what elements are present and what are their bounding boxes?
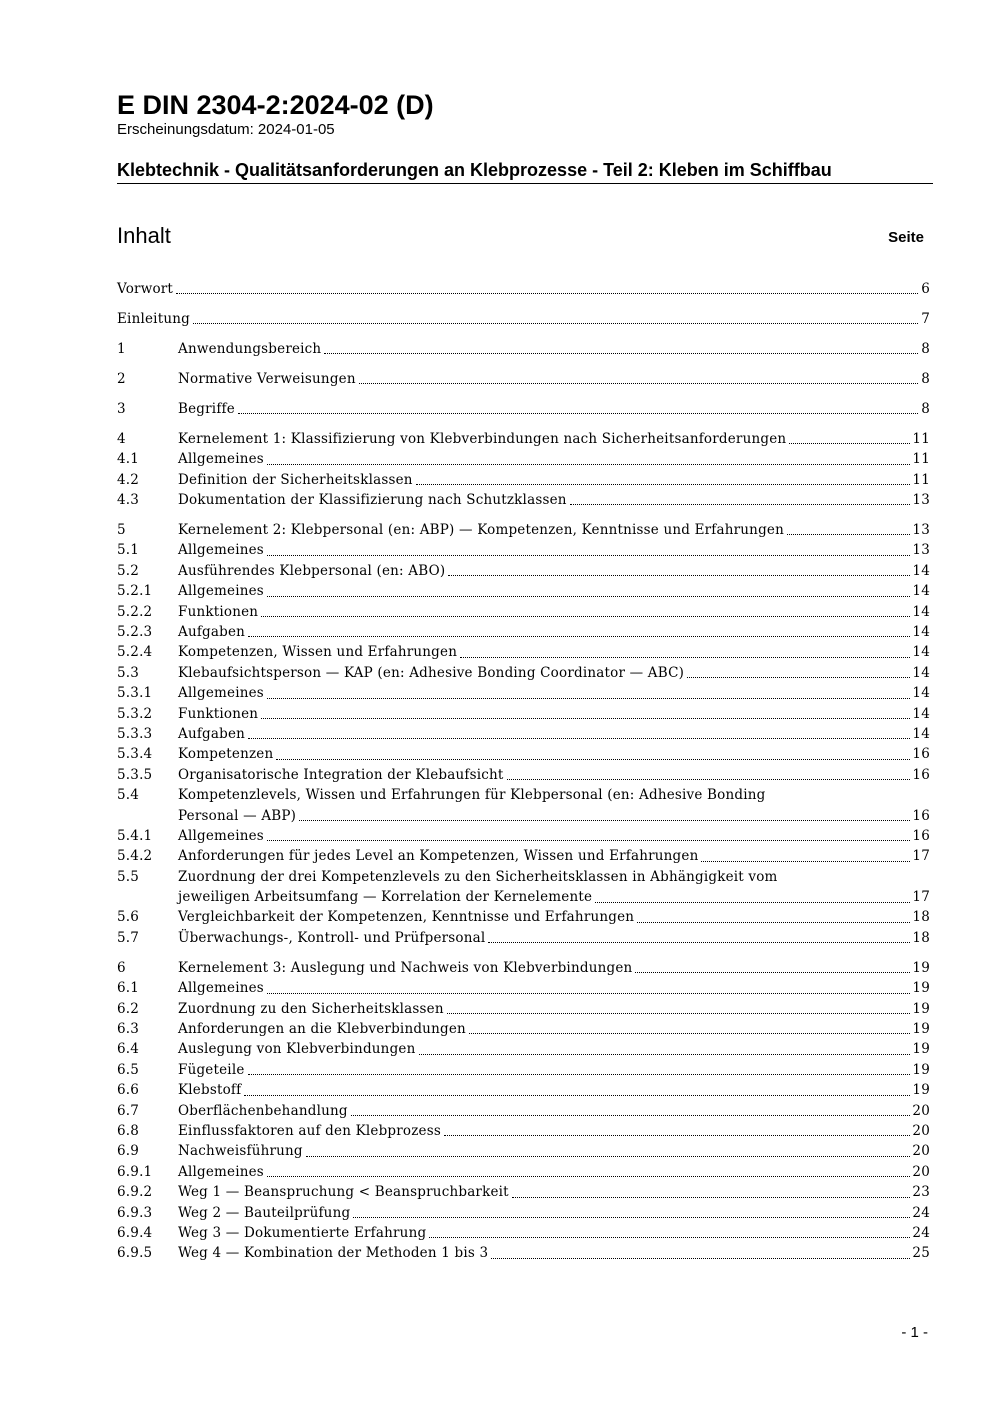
toc-entry-6-5[interactable] [117,1060,930,1080]
toc-entry-5-5[interactable] [117,867,930,908]
toc-title: Allgemeines [178,542,264,559]
toc-title: Überwachungs-, Kontroll- und Prüfpersonal [178,929,486,946]
toc-page: 16 [912,766,930,783]
toc-title: Kernelement 2: Klebpersonal (en: ABP) — Kompetenzen, Kenntnisse und Erfahrungen [178,522,784,539]
toc-page: 17 [912,848,930,865]
toc-page: 19 [912,1082,930,1099]
leader-dots [193,323,918,324]
toc-title: Weg 3 — Dokumentierte Erfahrung [178,1224,427,1241]
toc-number: 5.6 [117,909,140,926]
toc-number: 6.9 [117,1143,140,1160]
toc-entry-6-8[interactable] [117,1121,930,1141]
toc-page: 16 [912,746,930,763]
toc-entry-6-9[interactable] [117,1141,930,1161]
toc-entry-6-6[interactable] [117,1080,930,1100]
publication-date: Erscheinungsdatum: 2024-01-05 [117,121,335,138]
leader-dots [248,738,910,739]
toc-title: Anforderungen an die Klebverbindungen [178,1021,466,1038]
toc-page: 6 [921,280,930,297]
leader-dots [248,636,910,637]
toc-title: Nachweisführung [178,1143,303,1160]
toc-page: 14 [912,603,930,620]
toc-page: 19 [912,1041,930,1058]
toc-title-line-2: jeweiligen Arbeitsumfang — Korrelation der Kernelemente [178,889,593,906]
toc-number: 6.9.4 [117,1224,153,1241]
leader-dots [635,972,910,973]
toc-page: 13 [912,522,930,539]
toc-title: Klebstoff [178,1082,242,1099]
toc-entry-6-7[interactable] [117,1101,930,1121]
toc-title: Auslegung von Klebverbindungen [178,1041,416,1058]
toc-title: Weg 4 — Kombination der Methoden 1 bis 3 [178,1245,489,1262]
leader-dots [267,840,910,841]
toc-entry-1[interactable] [117,339,930,359]
toc-title: Kernelement 3: Auslegung und Nachweis von Klebverbindungen [178,959,633,976]
toc-page: 13 [912,492,930,509]
toc-number: 3 [117,400,126,417]
toc-entry-6-2[interactable] [117,999,930,1019]
toc-title: Oberflächenbehandlung [178,1102,348,1119]
toc-entry-5-3-3[interactable] [117,724,930,744]
toc-title: Weg 2 — Bauteilprüfung [178,1204,351,1221]
toc-number: 6.9.2 [117,1184,153,1201]
leader-dots [324,353,918,354]
leader-dots [507,779,911,780]
toc-page: 8 [921,370,930,387]
document-title: Klebtechnik - Qualitätsanforderungen an Klebprozesse - Teil 2: Kleben im Schiffbau [117,158,933,184]
toc-page: 23 [912,1184,930,1201]
leader-dots [276,759,910,760]
toc-page: 14 [912,725,930,742]
toc-title: Funktionen [178,603,259,620]
toc-entry-6-9-3[interactable] [117,1203,930,1223]
toc-title: Einleitung [117,310,190,327]
leader-dots [267,698,910,699]
leader-dots [248,1074,911,1075]
toc-title: Funktionen [178,705,259,722]
leader-dots [460,657,910,658]
toc-number: 5.3.5 [117,766,153,783]
leader-dots [261,616,910,617]
leader-dots [491,1258,910,1259]
toc-entry-6-9-2[interactable] [117,1182,930,1202]
toc-number: 5.3 [117,664,140,681]
leader-dots [267,555,910,556]
toc-page: 7 [921,310,930,327]
toc-number: 6.6 [117,1082,140,1099]
toc-page: 8 [921,400,930,417]
toc-entry-5-3-2[interactable] [117,704,930,724]
toc-number: 6.9.5 [117,1245,153,1262]
toc-number: 5.3.4 [117,746,153,763]
toc-entry-5-3-5[interactable] [117,765,930,785]
toc-title: Vorwort [117,280,174,297]
toc-number: 4 [117,430,126,447]
toc-page: 14 [912,664,930,681]
toc-page: 14 [912,644,930,661]
toc-number: 5.3.3 [117,725,153,742]
toc-number: 6.2 [117,1000,140,1017]
toc-entry-6-3[interactable] [117,1019,930,1039]
toc-page: 19 [912,1061,930,1078]
leader-dots [447,1013,911,1014]
toc-entry-5-4-1[interactable] [117,826,930,846]
leader-dots [416,484,911,485]
leader-dots [469,1033,911,1034]
toc-title: Anforderungen für jedes Level an Kompetenzen, Wissen und Erfahrungen [178,848,699,865]
toc-entry-5-2-4[interactable] [117,642,930,662]
toc-page: 25 [912,1245,930,1262]
toc-entry-5-6[interactable] [117,908,930,928]
leader-dots [595,902,910,903]
toc-page: 14 [912,583,930,600]
toc-page: 11 [912,451,930,468]
leader-dots [512,1197,911,1198]
toc-page: 11 [912,471,930,488]
toc-number: 6.4 [117,1041,140,1058]
toc-number: 5 [117,522,126,539]
leader-dots [429,1237,910,1238]
toc-number: 5.4.2 [117,848,153,865]
toc-title: Dokumentation der Klassifizierung nach Schutzklassen [178,492,567,509]
toc-entry-6-9-1[interactable] [117,1162,930,1182]
toc-title: Aufgaben [178,725,246,742]
toc-title: Definition der Sicherheitsklassen [178,471,413,488]
toc-entry-2[interactable] [117,369,930,389]
toc-page: 18 [912,929,930,946]
toc-page: 16 [912,807,930,824]
leader-dots [444,1135,910,1136]
toc-number: 5.2.3 [117,624,153,641]
toc-entry-5-2-2[interactable] [117,602,930,622]
toc-number: 6.1 [117,980,140,997]
leader-dots [306,1156,911,1157]
toc-title: Fügeteile [178,1061,245,1078]
leader-dots [238,413,918,414]
toc-title: Klebaufsichtsperson — KAP (en: Adhesive Bonding Coordinator — ABC) [178,664,685,681]
toc-number: 6.8 [117,1122,140,1139]
toc-title: Zuordnung zu den Sicherheitsklassen [178,1000,444,1017]
toc-entry-5-4-2[interactable] [117,846,930,866]
toc-title: Anwendungsbereich [178,340,322,357]
toc-page: 13 [912,542,930,559]
toc-entry-einleitung[interactable] [117,309,930,329]
leader-dots [570,504,911,505]
toc-title-line-1: Zuordnung der drei Kompetenzlevels zu den Sicherheitsklassen in Abhängigkeit vom [178,868,778,885]
leader-dots [244,1095,910,1096]
toc-number: 5.4.1 [117,827,153,844]
toc-number: 5.7 [117,929,140,946]
leader-dots [787,534,910,535]
toc-entry-5-7[interactable] [117,928,930,948]
toc-title: Weg 1 — Beanspruchung < Beanspruchbarkeit [178,1184,509,1201]
toc-title-line-1: Kompetenzlevels, Wissen und Erfahrungen für Klebpersonal (en: Adhesive Bonding [178,787,766,804]
toc-title: Aufgaben [178,624,246,641]
toc-number: 4.3 [117,492,140,509]
toc-number: 6.7 [117,1102,140,1119]
toc-number: 2 [117,370,126,387]
toc-number: 1 [117,340,126,357]
toc-entry-6-4[interactable] [117,1039,930,1059]
toc-entry-6-1[interactable] [117,978,930,998]
toc-number: 6 [117,959,126,976]
toc-page: 18 [912,909,930,926]
toc-number: 4.2 [117,471,140,488]
toc-page: 14 [912,685,930,702]
toc-page: 20 [912,1163,930,1180]
toc-number: 6.9.3 [117,1204,153,1221]
toc-entry-4-2[interactable] [117,470,930,490]
toc-entry-vorwort[interactable] [117,279,930,299]
toc-page: 19 [912,959,930,976]
toc-entry-5-2-1[interactable] [117,581,930,601]
toc-entry-5[interactable] [117,520,930,540]
toc-number: 5.3.2 [117,705,153,722]
toc-number: 5.4 [117,787,140,804]
table-of-contents [117,279,930,1264]
page-number: - 1 - [901,1324,928,1341]
toc-number: 5.2 [117,562,140,579]
toc-title: Organisatorische Integration der Klebaufsicht [178,766,504,783]
toc-title-line-2: Personal — ABP) [178,807,297,824]
leader-dots [267,1176,910,1177]
toc-number: 5.1 [117,542,140,559]
toc-entry-5-1[interactable] [117,540,930,560]
toc-title: Allgemeines [178,1163,264,1180]
toc-number: 6.9.1 [117,1163,153,1180]
leader-dots [261,718,910,719]
leader-dots [267,993,910,994]
toc-page: 17 [912,889,930,906]
toc-page: 14 [912,562,930,579]
toc-title: Kompetenzen [178,746,274,763]
toc-entry-6-9-4[interactable] [117,1223,930,1243]
leader-dots [789,443,910,444]
toc-title: Allgemeines [178,980,264,997]
toc-entry-5-3-4[interactable] [117,744,930,764]
leader-dots [299,820,910,821]
toc-entry-3[interactable] [117,399,930,419]
toc-title: Allgemeines [178,685,264,702]
toc-number: 5.2.4 [117,644,153,661]
toc-page: 24 [912,1204,930,1221]
toc-title: Allgemeines [178,451,264,468]
toc-title: Kernelement 1: Klassifizierung von Klebverbindungen nach Sicherheitsanforderungen [178,430,787,447]
document-id: E DIN 2304-2:2024-02 (D) [117,90,434,120]
toc-entry-5-4[interactable] [117,785,930,826]
toc-entry-4[interactable] [117,429,930,449]
toc-entry-5-3-1[interactable] [117,683,930,703]
toc-title: Vergleichbarkeit der Kompetenzen, Kenntnisse und Erfahrungen [178,909,635,926]
toc-page: 11 [912,430,930,447]
toc-title: Allgemeines [178,827,264,844]
leader-dots [448,575,910,576]
toc-title: Normative Verweisungen [178,370,356,387]
leader-dots [351,1115,911,1116]
toc-page: 24 [912,1224,930,1241]
toc-number: 4.1 [117,451,140,468]
toc-page: 19 [912,980,930,997]
toc-number: 6.3 [117,1021,140,1038]
toc-page: 8 [921,340,930,357]
toc-page: 16 [912,827,930,844]
leader-dots [176,293,918,294]
toc-number: 6.5 [117,1061,140,1078]
toc-title: Ausführendes Klebpersonal (en: ABO) [178,562,446,579]
leader-dots [419,1054,911,1055]
leader-dots [488,942,910,943]
toc-number: 5.2.2 [117,603,153,620]
toc-title: Allgemeines [178,583,264,600]
toc-title: Kompetenzen, Wissen und Erfahrungen [178,644,458,661]
leader-dots [359,383,918,384]
toc-number: 5.3.1 [117,685,153,702]
toc-page: 14 [912,624,930,641]
toc-entry-5-2[interactable] [117,561,930,581]
toc-entry-4-3[interactable] [117,490,930,510]
leader-dots [353,1217,910,1218]
toc-page: 20 [912,1143,930,1160]
leader-dots [267,596,910,597]
toc-entry-4-1[interactable] [117,449,930,469]
toc-number: 5.5 [117,868,140,885]
page-column-label: Seite [888,229,924,246]
leader-dots [637,922,910,923]
toc-entry-5-3[interactable] [117,663,930,683]
leader-dots [701,861,910,862]
contents-heading: Inhalt [117,223,171,248]
toc-page: 20 [912,1102,930,1119]
toc-number: 5.2.1 [117,583,153,600]
toc-entry-5-2-3[interactable] [117,622,930,642]
toc-page: 14 [912,705,930,722]
toc-entry-6[interactable] [117,958,930,978]
toc-entry-6-9-5[interactable] [117,1243,930,1263]
leader-dots [687,677,910,678]
toc-title: Begriffe [178,400,235,417]
toc-page: 20 [912,1122,930,1139]
toc-page: 19 [912,1000,930,1017]
toc-page: 19 [912,1021,930,1038]
toc-title: Einflussfaktoren auf den Klebprozess [178,1122,442,1139]
leader-dots [267,464,910,465]
